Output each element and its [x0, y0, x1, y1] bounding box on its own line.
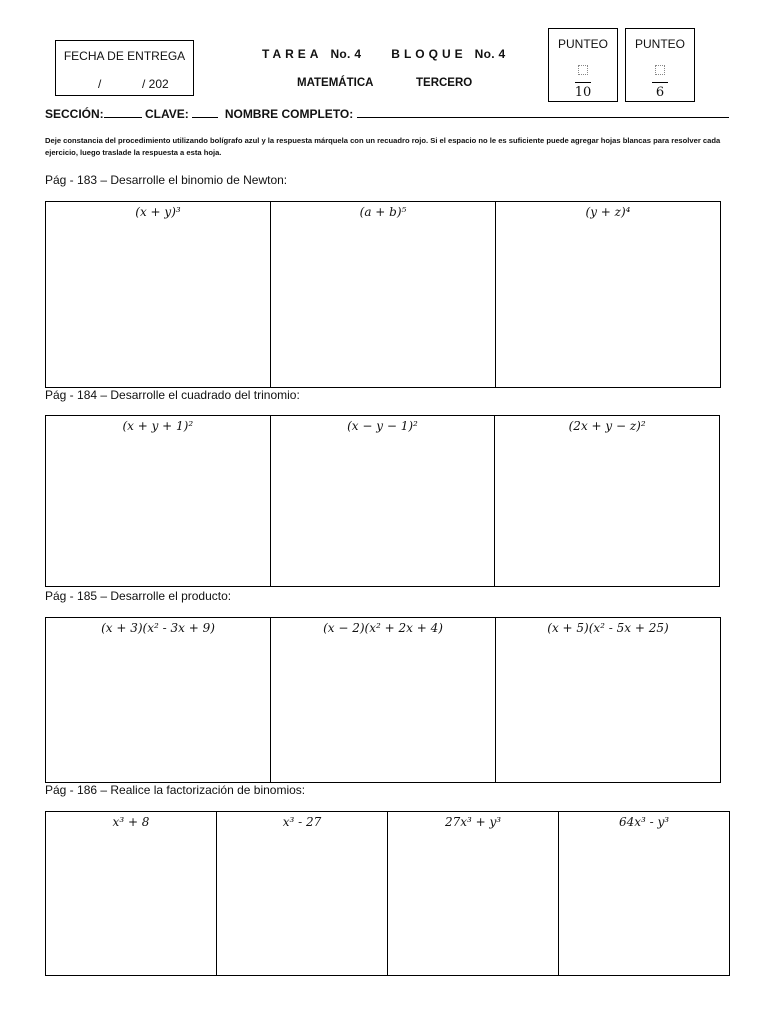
score-input[interactable] [578, 65, 588, 75]
exercise-grid [45, 201, 721, 388]
exercise-cell[interactable]: (x − 2)(x² + 2x + 4) [271, 618, 496, 783]
score-total: 10 [574, 85, 592, 100]
score-box-1 [548, 28, 618, 102]
exercise-cell[interactable]: (x + 3)(x² - 3x + 9) [46, 618, 271, 783]
section-title: Pág - 186 – Realice la factorización de binomios: [45, 783, 306, 797]
exercise-cell[interactable]: (x + 5)(x² - 5x + 25) [496, 618, 721, 783]
exercise-cell[interactable]: (y + z)⁴ [496, 202, 721, 388]
due-date-box [55, 40, 194, 96]
section-field[interactable] [104, 107, 142, 118]
subject-label: MATEMÁTICA [297, 77, 374, 89]
score-box-2 [625, 28, 695, 102]
section-title: Pág - 183 – Desarrolle el binomio de Newton: [45, 173, 288, 187]
grade-label: TERCERO [416, 77, 473, 89]
tarea-number: No. 4 [330, 47, 362, 61]
exercise-grid [45, 811, 730, 976]
section-label: SECCIÓN: [45, 107, 104, 121]
fraction-bar [652, 82, 668, 83]
due-date-year[interactable]: / 202 [142, 77, 169, 91]
clave-field[interactable] [192, 107, 218, 118]
clave-label: CLAVE: [145, 107, 189, 121]
assignment-title [262, 47, 505, 61]
due-date-label: FECHA DE ENTREGA [63, 49, 186, 63]
score-label: PUNTEO [557, 37, 608, 51]
exercise-grid [45, 415, 720, 587]
fraction-bar [575, 82, 591, 83]
exercise-cell[interactable]: 64x³ - y³ [559, 812, 730, 976]
exercise-cell[interactable]: x³ + 8 [46, 812, 217, 976]
exercise-cell[interactable]: x³ - 27 [217, 812, 388, 976]
exercise-cell[interactable]: (x + y + 1)² [46, 416, 271, 587]
student-info-line [45, 107, 729, 121]
exercise-cell[interactable]: (x + y)³ [46, 202, 271, 388]
score-input[interactable] [655, 65, 665, 75]
exercise-cell[interactable]: (x − y − 1)² [270, 416, 495, 587]
bloque-word: BLOQUE [391, 47, 467, 61]
exercise-grid [45, 617, 721, 783]
exercise-cell[interactable]: 27x³ + y³ [388, 812, 559, 976]
instructions: Deje constancia del procedimiento utilizando bolígrafo azul y la respuesta márquela con un recuadro rojo. Si el espacio no le es suficiente puede agregar hojas blancas para resolver cada ejercicio, luego traslade la respuesta a esta hoja. [45, 136, 721, 157]
exercise-cell[interactable]: (a + b)⁵ [271, 202, 496, 388]
section-title: Pág - 184 – Desarrolle el cuadrado del trinomio: [45, 388, 300, 402]
due-date-day-separator[interactable]: / [98, 77, 102, 91]
name-field[interactable] [357, 107, 729, 118]
exercise-cell[interactable]: (2x + y − z)² [495, 416, 720, 587]
bloque-number: No. 4 [474, 47, 506, 61]
score-label: PUNTEO [634, 37, 685, 51]
name-label: NOMBRE COMPLETO: [224, 107, 354, 121]
score-total: 6 [655, 85, 665, 100]
tarea-word: TAREA [262, 47, 323, 61]
section-title: Pág - 185 – Desarrolle el producto: [45, 589, 232, 603]
